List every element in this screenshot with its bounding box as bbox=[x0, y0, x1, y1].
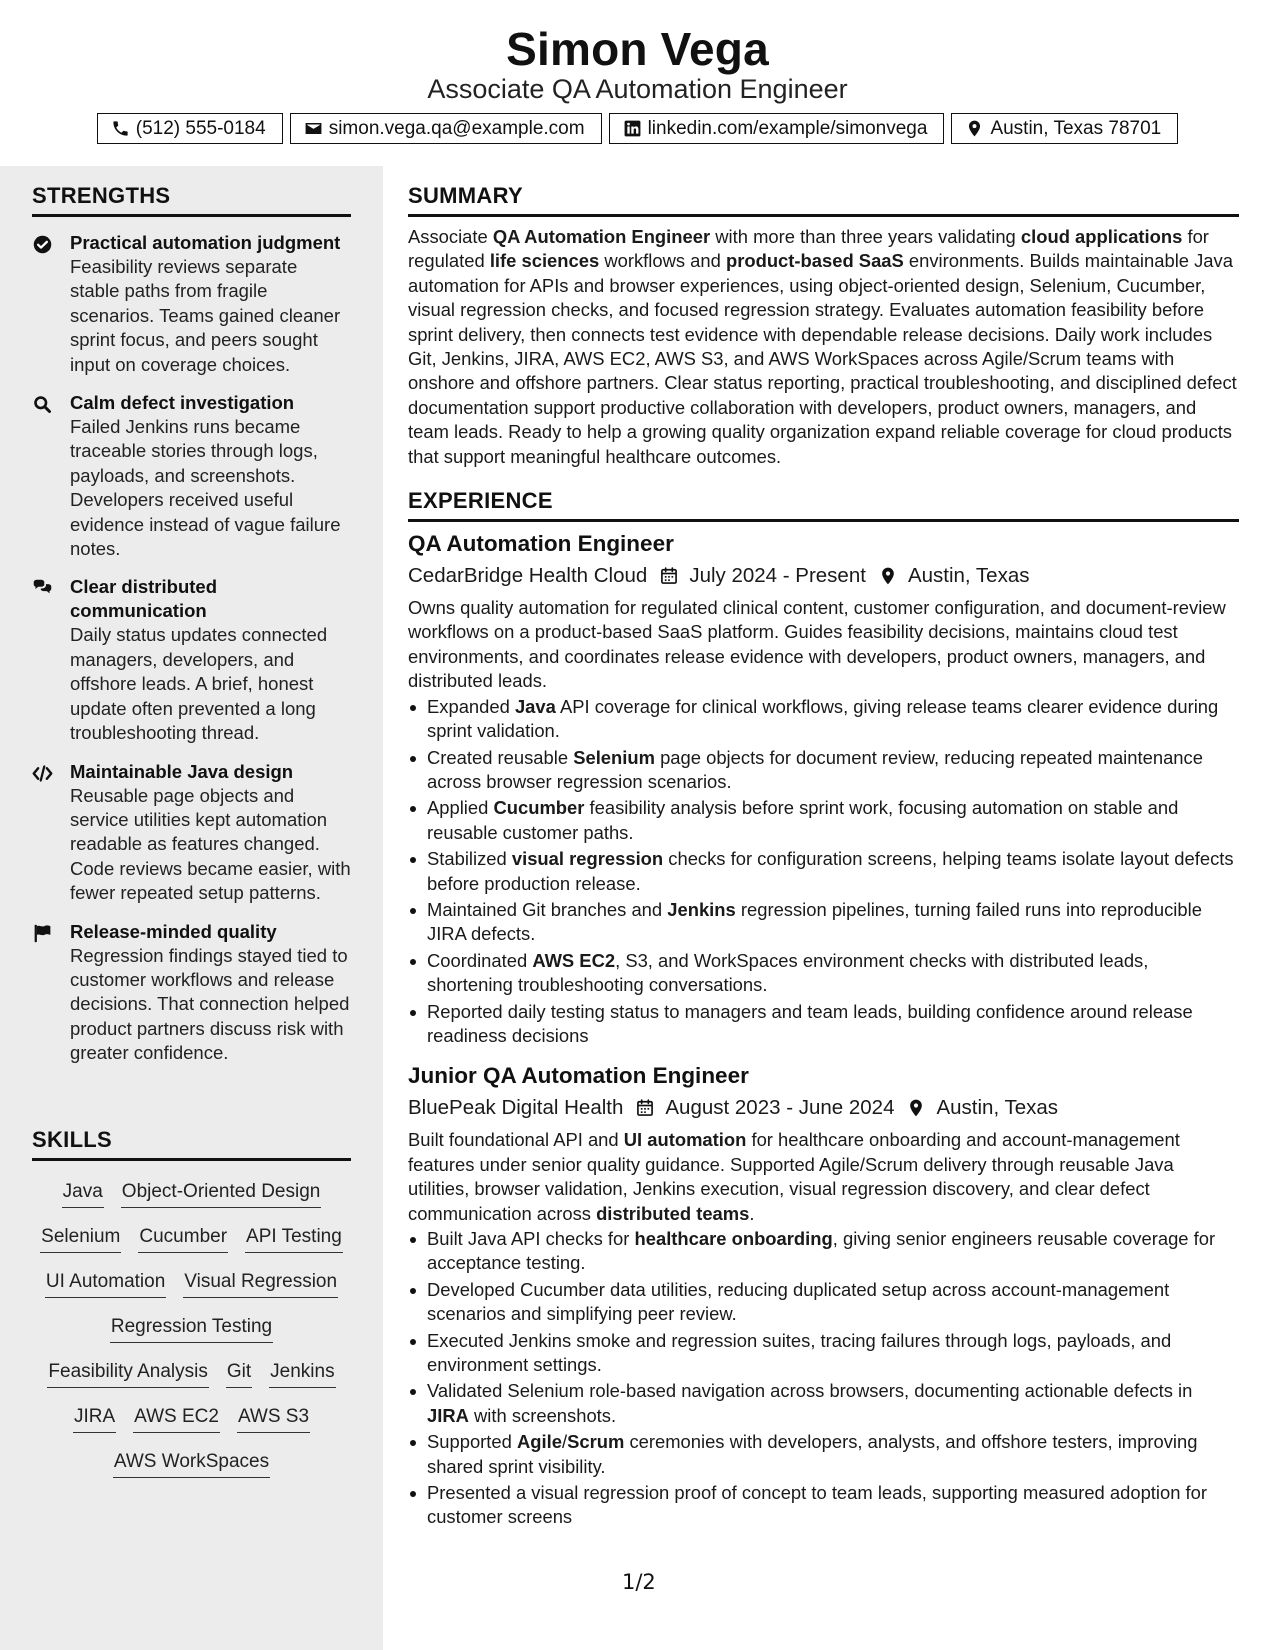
job-entry bbox=[408, 1062, 1239, 1530]
skill-row bbox=[32, 1441, 351, 1486]
bullet-item: Validated Selenium role-based navigation across browsers, documenting actionable defects in JIRA with screenshots. bbox=[408, 1379, 1239, 1428]
job-bullets bbox=[408, 695, 1239, 1049]
skill-tag: JIRA bbox=[73, 1405, 116, 1433]
flag-icon bbox=[32, 923, 53, 944]
calendar-icon bbox=[635, 1098, 655, 1118]
chat-bubbles-icon bbox=[32, 578, 53, 599]
summary-heading: SUMMARY bbox=[408, 182, 1239, 217]
job-meta bbox=[408, 1094, 1239, 1122]
contact-linkedin[interactable] bbox=[609, 113, 945, 144]
strength-title: Release-minded quality bbox=[70, 920, 277, 942]
contact-bar bbox=[0, 113, 1275, 144]
bullet-item: Stabilized visual regression checks for configuration screens, helping teams isolate layout defects before production release. bbox=[408, 847, 1239, 896]
job-company: CedarBridge Health Cloud bbox=[408, 564, 648, 588]
skill-tag: Git bbox=[226, 1360, 252, 1388]
skill-tag: Visual Regression bbox=[183, 1270, 338, 1298]
map-pin-icon bbox=[965, 119, 984, 138]
skill-tag: AWS S3 bbox=[237, 1405, 310, 1433]
map-pin-icon bbox=[906, 1098, 926, 1118]
strength-title: Maintainable Java design bbox=[70, 760, 294, 782]
calendar-icon bbox=[659, 566, 679, 586]
bullet-item: Expanded Java API coverage for clinical workflows, giving release teams clearer evidence during sprint validation. bbox=[408, 695, 1239, 744]
skill-tag: Jenkins bbox=[269, 1360, 335, 1388]
strength-item bbox=[32, 575, 351, 745]
strength-title: Calm defect investigation bbox=[70, 392, 295, 414]
skill-tag: Cucumber bbox=[138, 1225, 228, 1253]
job-location: Austin, Texas bbox=[936, 1096, 1059, 1120]
strength-item bbox=[32, 391, 351, 561]
strength-description: Failed Jenkins runs became traceable stories through logs, payloads, and screenshots. Developers received useful evidence instead of vague failure notes. bbox=[70, 416, 341, 560]
candidate-name: Simon Vega bbox=[506, 23, 769, 75]
bullet-item: Developed Cucumber data utilities, reducing duplicated setup across account-management scenarios and simplifying peer review. bbox=[408, 1278, 1239, 1327]
job-summary: Built foundational API and UI automation for healthcare onboarding and account-management features under senior quality guidance. Supported Agile/Scrum delivery through reusable Java utilities, browser validation, Jenkins execution, visual regression discovery, and clear defect communication across distributed teams. bbox=[408, 1129, 1180, 1224]
page-number-text: 1/2 bbox=[622, 1570, 656, 1594]
bullet-item: Maintained Git branches and Jenkins regression pipelines, turning failed runs into reproducible JIRA defects. bbox=[408, 898, 1239, 947]
bullet-item: Reported daily testing status to managers and team leads, building confidence around release readiness decisions bbox=[408, 1000, 1239, 1049]
strength-item bbox=[32, 920, 351, 1066]
job-company: BluePeak Digital Health bbox=[408, 1096, 624, 1120]
summary-text: Associate QA Automation Engineer with more than three years validating cloud applications for regulated life sciences workflows and product-based SaaS environments. Builds maintainable Java automation for APIs and browser experiences, using object-oriented design, Selenium, Cucumber, visual regression checks, and focused regression strategy. Evaluates automation feasibility before sprint delivery, then connects test evidence with dependable release decisions. Daily work includes Git, Jenkins, JIRA, AWS EC2, AWS S3, and AWS WorkSpaces across Agile/Scrum teams with onshore and offshore partners. Clear status reporting, practical troubleshooting, and disciplined defect documentation support productive collaboration with developers, product owners, managers, and team leads. Ready to help a growing quality organization expand reliable coverage for cloud products that support meaningful healthcare outcomes. bbox=[408, 226, 1237, 467]
skill-row bbox=[32, 1261, 351, 1306]
check-circle-icon bbox=[32, 234, 53, 255]
skill-row bbox=[32, 1171, 351, 1216]
experience-heading: EXPERIENCE bbox=[408, 487, 1239, 522]
map-pin-icon bbox=[878, 566, 898, 586]
contact-email-text: simon.vega.qa@example.com bbox=[328, 117, 585, 139]
phone-icon bbox=[111, 119, 130, 138]
job-title: QA Automation Engineer bbox=[408, 531, 674, 557]
contact-email[interactable] bbox=[290, 113, 602, 144]
strength-description: Feasibility reviews separate stable paths from fragile scenarios. Teams gained cleaner sprint focus, and peers sought input on coverage choices. bbox=[70, 256, 341, 375]
skill-tag: API Testing bbox=[245, 1225, 343, 1253]
candidate-role: Associate QA Automation Engineer bbox=[427, 74, 848, 104]
contact-phone[interactable] bbox=[97, 113, 283, 144]
main-content bbox=[408, 182, 1239, 1532]
strength-description: Reusable page objects and service utilities kept automation readable as features changed. Code reviews became easier, with fewer repeated setup patterns. bbox=[70, 784, 351, 904]
skill-tag: Feasibility Analysis bbox=[47, 1360, 208, 1388]
bullet-item: Created reusable Selenium page objects for document review, reducing repeated maintenance across browser regression scenarios. bbox=[408, 746, 1239, 795]
skill-row bbox=[32, 1306, 351, 1351]
skill-tag: AWS WorkSpaces bbox=[113, 1450, 270, 1478]
skill-row bbox=[32, 1396, 351, 1441]
job-summary: Owns quality automation for regulated clinical content, customer configuration, and document-review workflows on a product-based SaaS platform. Guides feasibility decisions, maintains cloud test environments, and coordinates release evidence with developers, product owners, managers, and distributed leads. bbox=[408, 597, 1226, 692]
skill-tag: Object-Oriented Design bbox=[121, 1180, 322, 1208]
strength-description: Daily status updates connected managers, developers, and offshore leads. A brief, honest update often prevented a long troubleshooting thread. bbox=[70, 624, 328, 744]
contact-linkedin-text: linkedin.com/example/simonvega bbox=[647, 117, 928, 139]
strengths-heading: STRENGTHS bbox=[32, 182, 351, 217]
strength-description: Regression findings stayed tied to customer workflows and release decisions. That connection helped product partners discuss risk with greater confidence. bbox=[70, 944, 350, 1064]
sidebar bbox=[0, 166, 383, 1650]
resume-header bbox=[0, 0, 1275, 160]
code-icon bbox=[32, 763, 53, 784]
strength-item bbox=[32, 231, 351, 377]
skills-section bbox=[32, 1126, 351, 1486]
bullet-item: Built Java API checks for healthcare onboarding, giving senior engineers reusable coverage for acceptance testing. bbox=[408, 1227, 1239, 1276]
strength-title: Practical automation judgment bbox=[70, 232, 341, 253]
job-location: Austin, Texas bbox=[907, 564, 1030, 588]
skill-tag: UI Automation bbox=[45, 1270, 166, 1298]
linkedin-icon bbox=[623, 119, 642, 138]
strength-item bbox=[32, 760, 351, 906]
bullet-item: Presented a visual regression proof of concept to team leads, supporting measured adoption for customer screens bbox=[408, 1481, 1239, 1530]
contact-location bbox=[951, 113, 1178, 144]
skill-tag: AWS EC2 bbox=[133, 1405, 220, 1433]
strength-title: Clear distributed communication bbox=[70, 576, 217, 622]
bullet-item: Supported Agile/Scrum ceremonies with developers, analysts, and offshore testers, improving shared sprint visibility. bbox=[408, 1430, 1239, 1479]
job-entry bbox=[408, 530, 1239, 1048]
job-bullets bbox=[408, 1227, 1239, 1530]
bullet-item: Executed Jenkins smoke and regression suites, tracing failures through logs, payloads, and environment settings. bbox=[408, 1329, 1239, 1378]
skill-tag: Selenium bbox=[40, 1225, 121, 1253]
envelope-icon bbox=[304, 119, 323, 138]
skill-tag: Regression Testing bbox=[110, 1315, 273, 1343]
job-dates: August 2023 - June 2024 bbox=[665, 1096, 895, 1120]
job-dates: July 2024 - Present bbox=[689, 564, 866, 588]
skills-heading: SKILLS bbox=[32, 1126, 351, 1161]
skills-list bbox=[32, 1171, 351, 1486]
bullet-item: Coordinated AWS EC2, S3, and WorkSpaces environment checks with distributed leads, shortening troubleshooting conversations. bbox=[408, 949, 1239, 998]
contact-location-text: Austin, Texas 78701 bbox=[990, 117, 1162, 139]
search-icon bbox=[32, 394, 53, 415]
skill-row bbox=[32, 1216, 351, 1261]
job-title: Junior QA Automation Engineer bbox=[408, 1063, 749, 1089]
skill-row bbox=[32, 1351, 351, 1396]
bullet-item: Applied Cucumber feasibility analysis before sprint work, focusing automation on stable and reusable customer paths. bbox=[408, 796, 1239, 845]
contact-phone-text: (512) 555-0184 bbox=[135, 117, 266, 139]
job-meta bbox=[408, 562, 1239, 590]
strengths-section bbox=[32, 182, 351, 1066]
skill-tag: Java bbox=[62, 1180, 104, 1208]
